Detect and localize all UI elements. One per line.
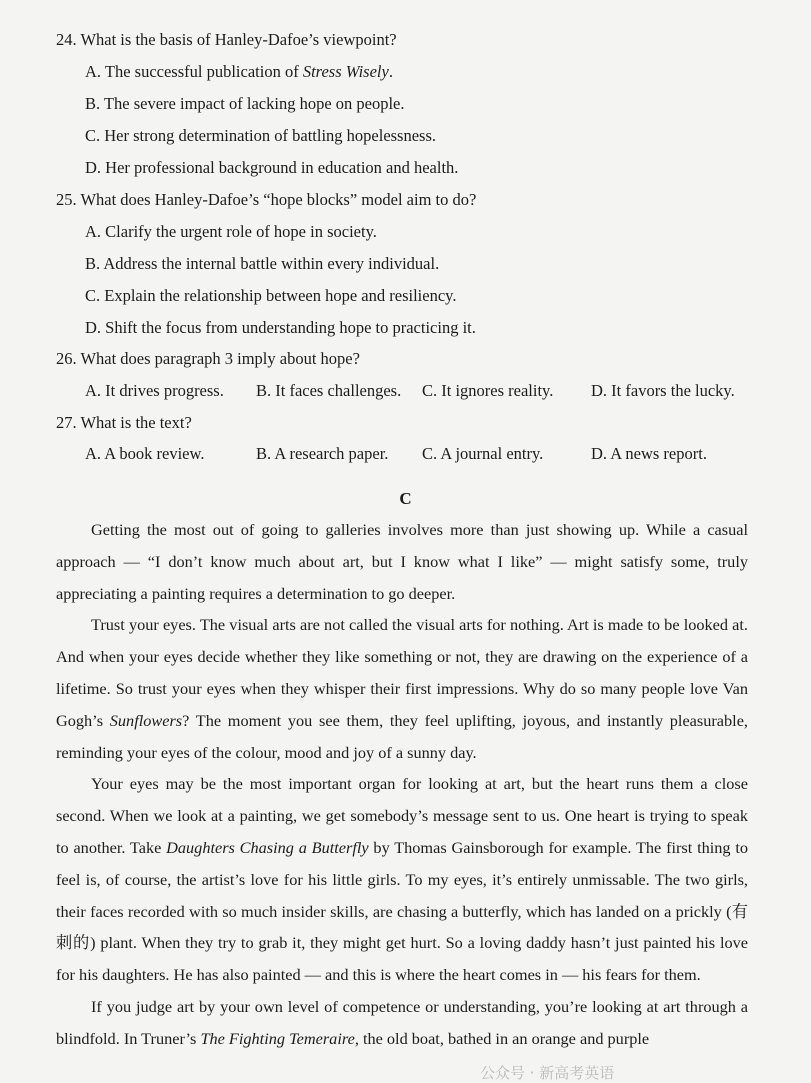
question-24-option-c: C. Her strong determination of battling hopelessness. (85, 126, 437, 145)
paragraph-4: If you judge art by your own level of competence or understanding, you’re looking at art through a blindfold. In Truner’s The Fighting Temeraire, the old boat, bathed in an orange and purple (56, 996, 748, 1048)
section-heading: C (399, 489, 412, 508)
artwork-title: Daughters Chasing a Butterfly (166, 837, 369, 857)
question-27-option-c: C. A journal entry. (422, 444, 544, 463)
question-26-option-b: B. It faces challenges. (256, 381, 402, 400)
question-26-option-d: D. It favors the lucky. (591, 381, 735, 400)
question-27-option-b: B. A research paper. (256, 444, 389, 463)
question-26-option-a: A. It drives progress. (85, 381, 224, 400)
book-title: Stress Wisely (302, 62, 389, 81)
watermark: 公众号 · 新高考英语 (480, 1064, 615, 1082)
question-24-option-b: B. The severe impact of lacking hope on people. (85, 94, 405, 113)
paragraph-1: Getting the most out of going to galleries involves more than just showing up. While a casual approach — “I don’t know much about art, but I know what I like” — might satisfy some, truly appreciating a painting requires a determination to go deeper. (56, 520, 748, 603)
question-24-stem: 24. What is the basis of Hanley-Dafoe’s viewpoint? (56, 30, 397, 49)
question-25-option-c: C. Explain the relationship between hope and resiliency. (85, 286, 457, 305)
paragraph-3: Your eyes may be the most important organ for looking at art, but the heart runs them a close second. When we look at a painting, we get somebody’s message sent to us. One heart is trying to speak to another. Take Daughters Chasing a Butterfly by Thomas Gainsborough for example. The first thing to feel is, of course, the artist’s love for his little girls. To my eyes, it’s entirely unmissable. The two girls, their faces recorded with so much insider skills, are chasing a butterfly, which has landed on a prickly (有刺的) plant. When they try to grab it, they might get hurt. So a loving daddy hasn’t just painted his love for his daughters. He has also painted — and this is where the heart comes in — his fears for them. (56, 774, 749, 985)
reading-passage (56, 514, 748, 1055)
question-26-stem: 26. What does paragraph 3 imply about hope? (56, 349, 360, 368)
question-25-stem: 25. What does Hanley-Dafoe’s “hope blocks” model aim to do? (56, 190, 477, 209)
question-24-option-a: A. The successful publication of Stress Wisely. (85, 62, 393, 81)
question-27-option-d: D. A news report. (591, 444, 707, 463)
question-25-option-d: D. Shift the focus from understanding hope to practicing it. (85, 318, 476, 337)
paragraph-2: Trust your eyes. The visual arts are not called the visual arts for nothing. Art is made to be looked at. And when your eyes decide whether they like something or not, they are drawing on the experience of a lifetime. So trust your eyes when they whisper their first impressions. Why do so many people love Van Gogh’s Sunflowers? The moment you see them, they feel uplifting, joyous, and instantly pleasurable, reminding your eyes of the colour, mood and joy of a sunny day. (56, 615, 748, 762)
question-27-option-a: A. A book review. (85, 444, 205, 463)
question-27-stem: 27. What is the text? (56, 413, 192, 432)
artwork-title: Sunflowers (109, 710, 183, 730)
question-26-option-c: C. It ignores reality. (422, 381, 554, 400)
artwork-title: The Fighting Temeraire (200, 1028, 355, 1048)
question-25-option-a: A. Clarify the urgent role of hope in society. (85, 222, 377, 241)
question-25-option-b: B. Address the internal battle within every individual. (85, 254, 440, 273)
question-24-option-d: D. Her professional background in education and health. (85, 158, 459, 177)
